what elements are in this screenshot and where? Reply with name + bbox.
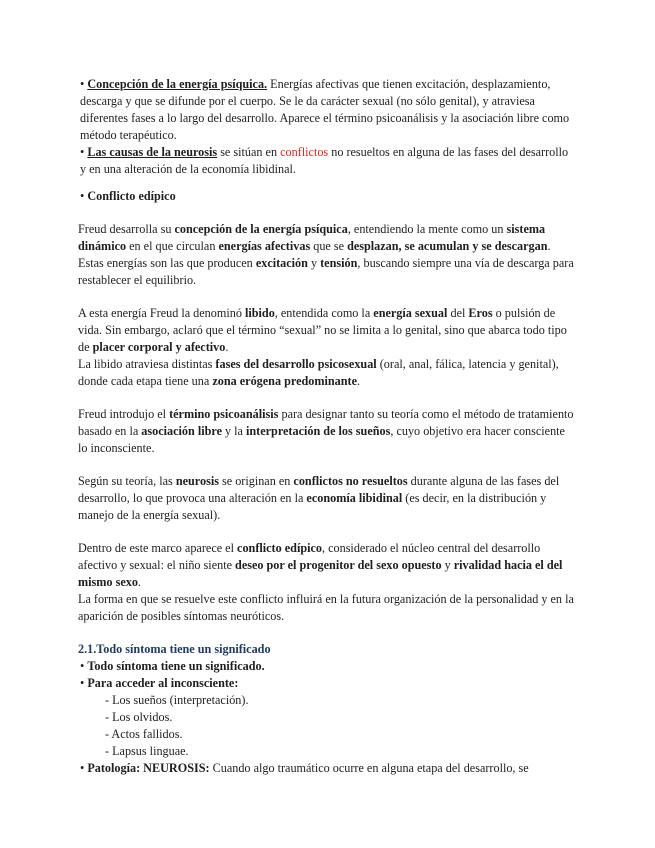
bullet-label: Patología: NEUROSIS:: [87, 761, 210, 775]
bullet-text: se sitúan en: [217, 145, 281, 159]
paragraph-psicoanalisis: Freud introdujo el término psicoanálisis para designar tanto su teoría como el método de tratamiento basado en la asociación libre y la interpretación de los sueños, cuyo objetivo era hacer consciente lo inconsciente.: [78, 407, 574, 455]
bullet-label: Para acceder al inconsciente:: [87, 676, 239, 690]
list-item: - Los olvidos.: [105, 710, 173, 724]
bullet-text: no resueltos en alguna de las fases del desarrollo y en una alteración de la economía libidinal.: [80, 145, 569, 176]
bullet-icon: •: [80, 659, 85, 673]
document-body: [78, 76, 575, 777]
bullet-inconsciente: [78, 675, 575, 692]
section-heading: 2.1.Todo síntoma tiene un significado: [78, 642, 271, 656]
bullet-label: Concepción de la energía psíquica.: [87, 77, 268, 91]
bullet-label: Todo síntoma tiene un significado.: [87, 659, 265, 673]
bullet-sintoma: [78, 658, 575, 675]
bullet-patologia: [78, 760, 575, 777]
paragraph-neurosis: Según su teoría, las neurosis se originan en conflictos no resueltos durante alguna de las fases del desarrollo, lo que provoca una alteración en la economía libidinal (es decir, en la distribución y manejo de la energía sexual).: [78, 474, 560, 522]
list-item: - Lapsus linguae.: [105, 744, 189, 758]
bullet-icon: •: [80, 145, 85, 159]
paragraph-energia: Freud desarrolla su concepción de la energía psíquica, entendiendo la mente como un sistema dinámico en el que circulan energías afectivas que se desplazan, se acumulan y se descargan. Estas energías son las que producen excitación y tensión, buscando siempre una vía de descarga para restablecer el equilibrio.: [78, 222, 574, 287]
bullet-icon: •: [80, 77, 85, 91]
paragraph-edipo: Dentro de este marco aparece el conflicto edípico, considerado el núcleo central del desarrollo afectivo y sexual: el niño siente deseo por el progenitor del sexo opuesto y rivalidad hacia el del mismo sexo.: [78, 541, 563, 589]
bullet-conflicto-edipico: [78, 188, 575, 205]
list-item: - Actos fallidos.: [105, 727, 183, 741]
bullet-causas-neurosis: [78, 144, 575, 178]
list-item: - Los sueños (interpretación).: [105, 693, 249, 707]
bullet-label: Conflicto edípico: [87, 189, 176, 203]
bullet-label: Las causas de la neurosis: [87, 145, 218, 159]
bullet-icon: •: [80, 761, 85, 775]
bullet-text: Energías afectivas que tienen excitación, desplazamiento, descarga y que se difunde por el cuerpo. Se le da carácter sexual (no sólo genital), y atraviesa diferentes fases a lo largo del desarrollo. Aparece el término psicoanálisis y la asociación libre como método terapéutico.: [80, 77, 570, 142]
paragraph-libido: A esta energía Freud la denominó libido, entendida como la energía sexual del Eros o pulsión de vida. Sin embargo, aclaró que el término “sexual” no se limita a lo genital, sino que abarca todo tipo de placer corporal y afectivo.: [78, 306, 567, 354]
bullet-energia-psiquica: [78, 76, 575, 144]
bullet-icon: •: [80, 676, 85, 690]
paragraph-fases: La libido atraviesa distintas fases del desarrollo psicosexual (oral, anal, fálica, latencia y genital), donde cada etapa tiene una zona erógena predominante.: [78, 357, 559, 388]
bullet-text: Cuando algo traumático ocurre en alguna etapa del desarrollo, se: [209, 761, 529, 775]
bullet-icon: •: [80, 189, 85, 203]
paragraph-resolucion: La forma en que se resuelve este conflicto influirá en la futura organización de la personalidad y en la aparición de posibles síntomas neuróticos.: [78, 592, 574, 623]
highlight-text: conflictos: [280, 145, 329, 159]
